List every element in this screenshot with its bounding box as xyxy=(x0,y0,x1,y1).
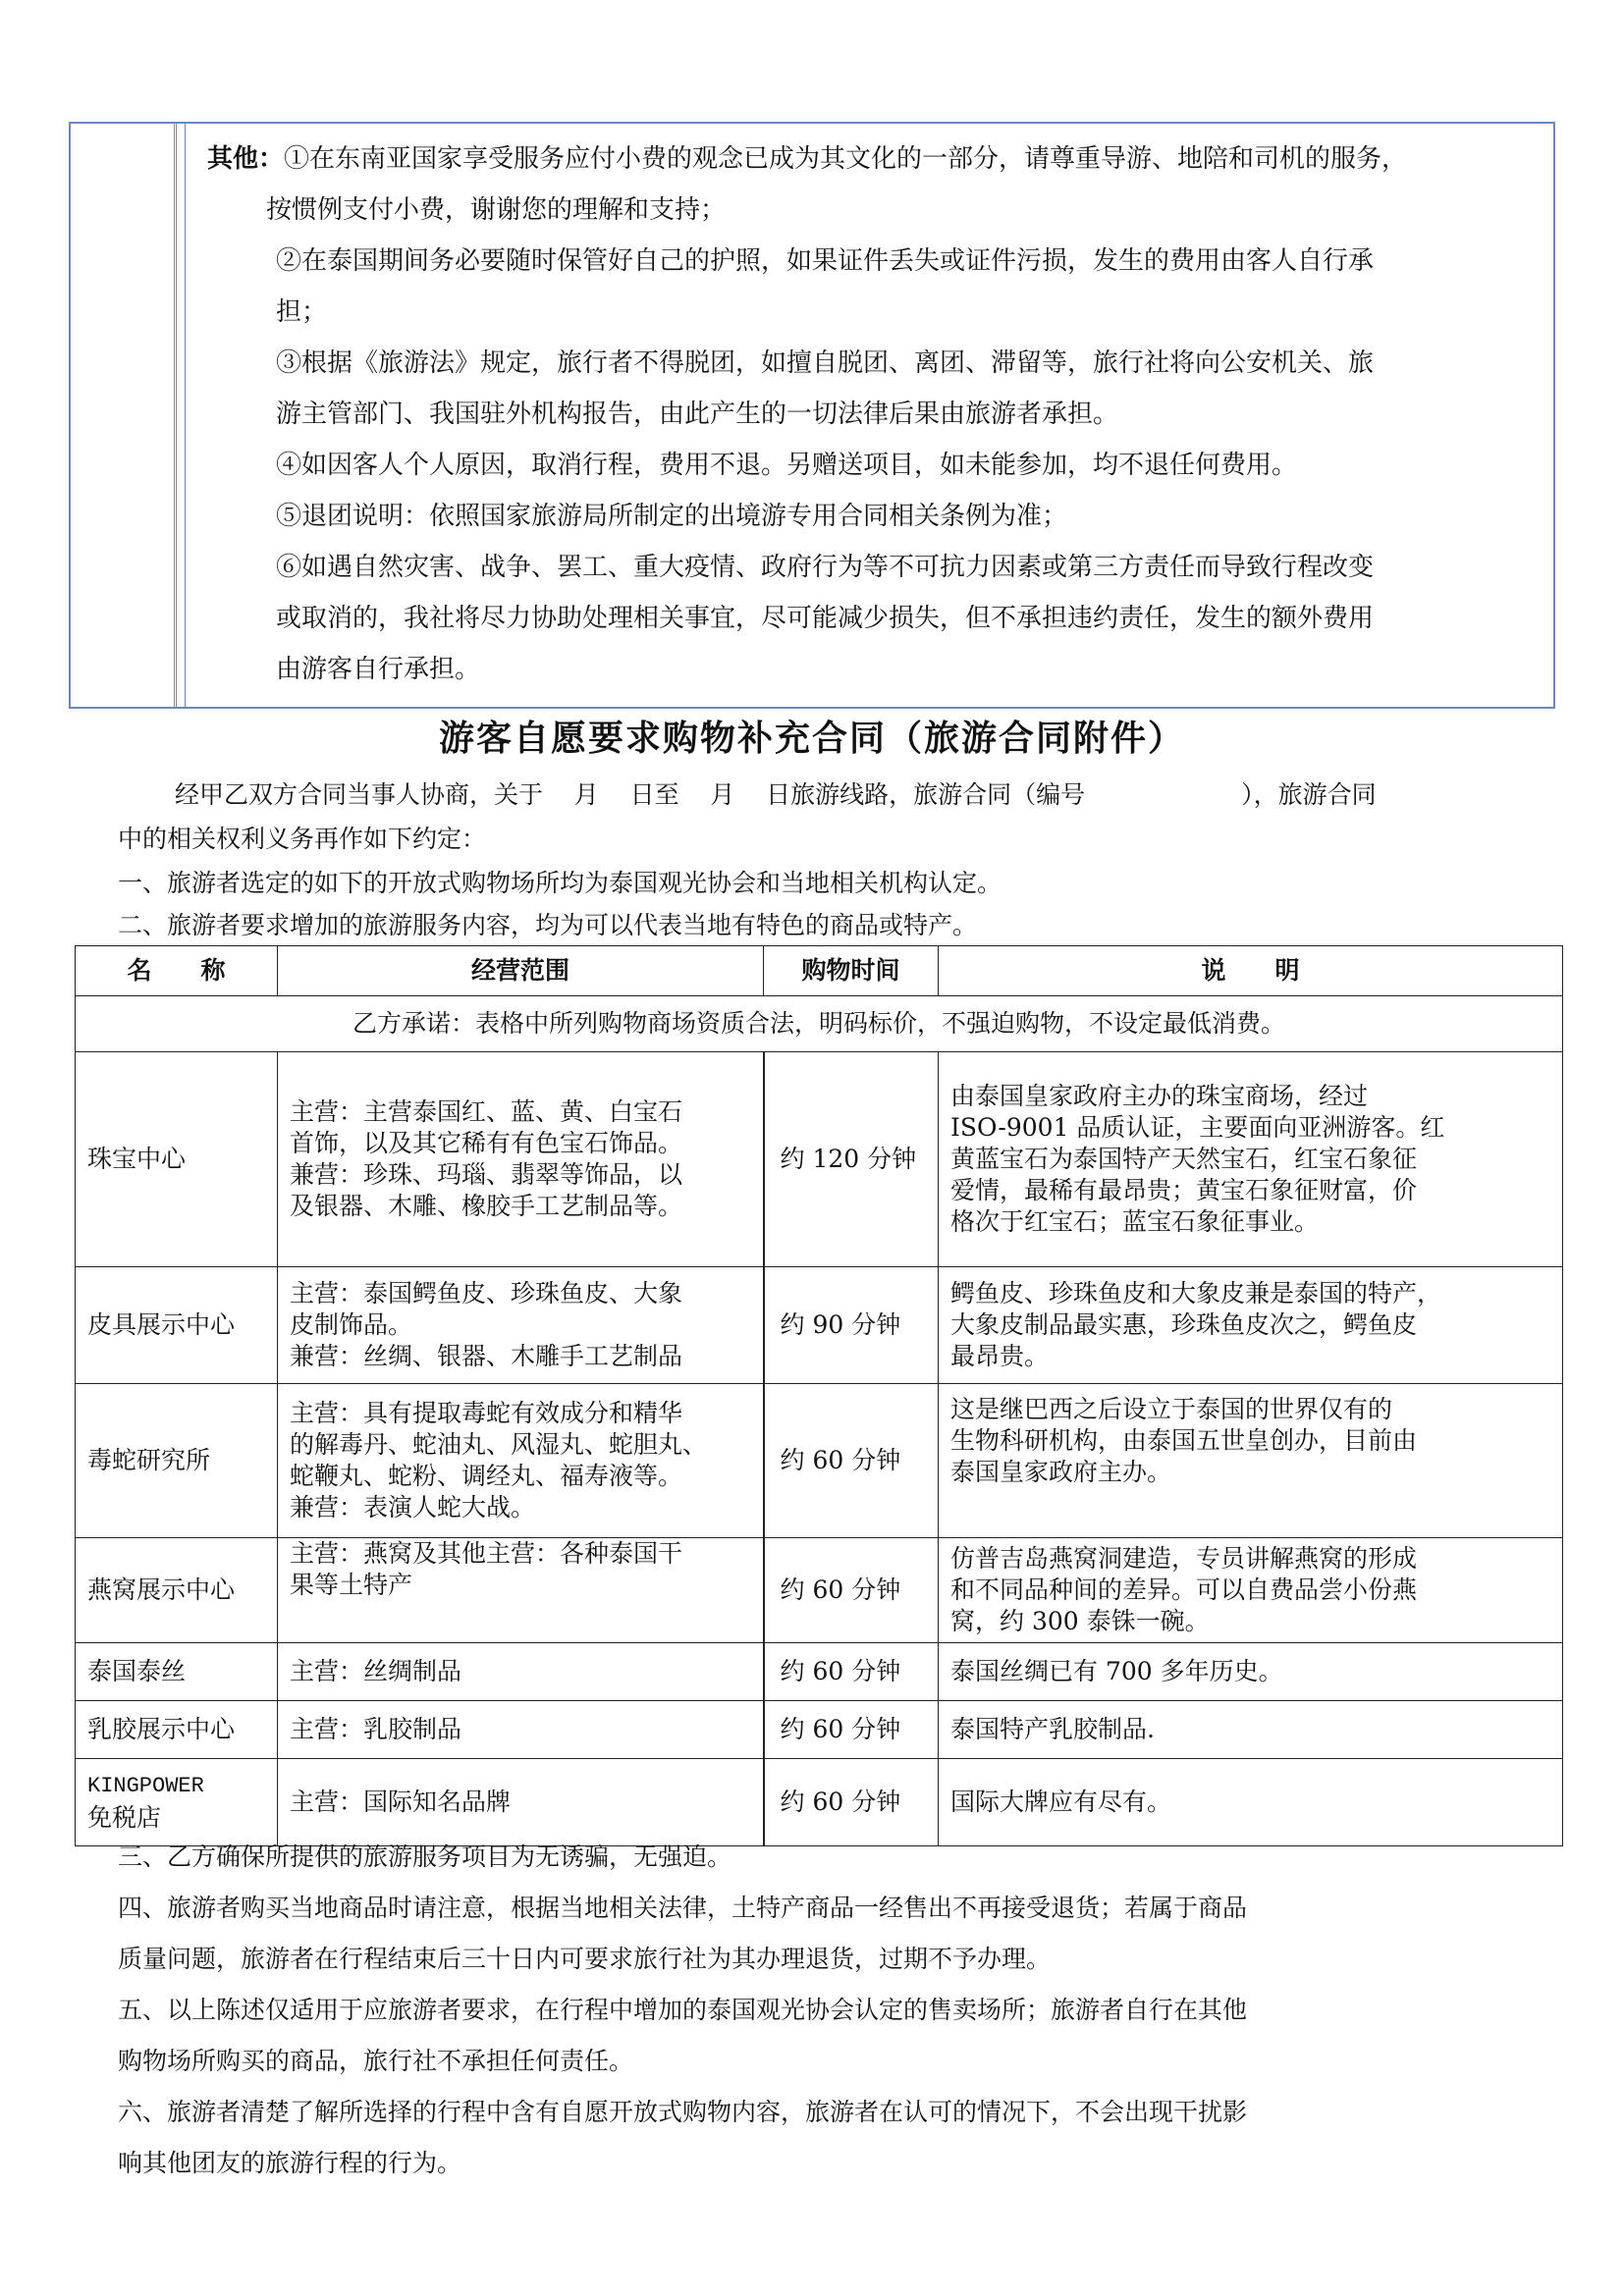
shop-scope: 主营：泰国鳄鱼皮、珍珠鱼皮、大象 皮制饰品。 兼营：丝绸、银器、木雕手工艺制品 xyxy=(278,1267,764,1384)
shop-note: 这是继巴西之后设立于泰国的世界仅有的 生物科研机构，由泰国五世皇创办，目前由 泰国皇家政府主办。 xyxy=(939,1384,1563,1538)
clause-6-cont: 响其他团友的旅游行程的行为。 xyxy=(118,2149,462,2177)
shop-note: 由泰国皇家政府主办的珠宝商场，经过 ISO-9001 品质认证，主要面向亚洲游客。红 黄蓝宝石为泰国特产天然宝石，红宝石象征 爱情，最稀有最昂贵；黄宝石象征财富，价 格次于红宝石；蓝宝石象征事业。 xyxy=(939,1052,1563,1267)
other-line: 其他：①在东南亚国家享受服务应付小费的观念已成为其文化的一部分，请尊重导游、地陪和司机的服务， xyxy=(207,144,1408,174)
pledge-text: 乙方承诺：表格中所列购物商场资质合法，明码标价，不强迫购物，不设定最低消费。 xyxy=(76,996,1563,1052)
table-row xyxy=(76,1267,1563,1384)
other-line: 按惯例支付小费，谢谢您的理解和支持； xyxy=(266,195,727,225)
shop-time: 约 60 分钟 xyxy=(764,1384,939,1538)
shop-scope: 主营：主营泰国红、蓝、黄、白宝石 首饰，以及其它稀有有色宝石饰品。 兼营：珍珠、玛瑙、翡翠等饰品，以 及银器、木雕、橡胶手工艺制品等。 xyxy=(278,1052,764,1267)
shop-time: 约 90 分钟 xyxy=(764,1267,939,1384)
shop-time: 约 60 分钟 xyxy=(764,1701,939,1759)
shop-name: 乳胶展示中心 xyxy=(76,1701,278,1759)
other-line: ⑥如遇自然灾害、战争、罢工、重大疫情、政府行为等不可抗力因素或第三方责任而导致行程改变 xyxy=(276,553,1375,582)
other-line: 担； xyxy=(276,297,328,327)
intro-line: 中的相关权利义务再作如下约定： xyxy=(118,825,487,853)
clause-4: 四、旅游者购买当地商品时请注意，根据当地相关法律，土特产商品一经售出不再接受退货；若属于商品 xyxy=(118,1894,1248,1922)
shop-scope: 主营：具有提取毒蛇有效成分和精华 的解毒丹、蛇油丸、风湿丸、蛇胆丸、 蛇鞭丸、蛇粉、调经丸、福寿液等。 兼营：表演人蛇大战。 xyxy=(278,1384,764,1538)
header-time: 购物时间 xyxy=(764,946,939,996)
shop-time: 约 60 分钟 xyxy=(764,1759,939,1846)
header-note: 说 明 xyxy=(939,946,1563,996)
table-row xyxy=(76,1701,1563,1759)
clause-1: 一、旅游者选定的如下的开放式购物场所均为泰国观光协会和当地相关机构认定。 xyxy=(118,869,1002,897)
table-row xyxy=(76,1384,1563,1538)
shop-name: KINGPOWER 免税店 xyxy=(76,1759,278,1846)
shop-time: 约 60 分钟 xyxy=(764,1538,939,1643)
shop-scope: 主营：乳胶制品 xyxy=(278,1701,764,1759)
other-line: ⑤退团说明：依照国家旅游局所制定的出境游专用合同相关条例为准； xyxy=(276,502,1068,531)
page-title: 游客自愿要求购物补充合同（旅游合同附件） xyxy=(438,719,1185,759)
table-header-row xyxy=(76,946,1563,996)
shop-scope: 主营：丝绸制品 xyxy=(278,1643,764,1701)
clause-4-cont: 质量问题，旅游者在行程结束后三十日内可要求旅行社为其办理退货，过期不予办理。 xyxy=(118,1945,1052,1973)
other-line: ④如因客人个人原因，取消行程，费用不退。另赠送项目，如未能参加，均不退任何费用。 xyxy=(276,451,1298,480)
shopping-table xyxy=(75,945,1563,1846)
other-line: 或取消的，我社将尽力协助处理相关事宜，尽可能减少损失，但不承担违约责任，发生的额外费用 xyxy=(276,604,1375,633)
shop-name: 泰国泰丝 xyxy=(76,1643,278,1701)
shop-note: 泰国丝绸已有 700 多年历史。 xyxy=(939,1643,1563,1701)
clause-5: 五、以上陈述仅适用于应旅游者要求，在行程中增加的泰国观光协会认定的售卖场所；旅游者自行在其他 xyxy=(118,1996,1248,2024)
shop-name: 皮具展示中心 xyxy=(76,1267,278,1384)
clause-3: 三、乙方确保所提供的旅游服务项目为无诱骗，无强迫。 xyxy=(118,1842,732,1871)
shop-name: 毒蛇研究所 xyxy=(76,1384,278,1538)
clause-5-cont: 购物场所购买的商品，旅行社不承担任何责任。 xyxy=(118,2047,634,2075)
other-line: ③根据《旅游法》规定，旅行者不得脱团，如擅自脱团、离团、滞留等，旅行社将向公安机关、旅 xyxy=(276,348,1375,378)
intro-line: 经甲乙双方合同当事人协商，关于 月 日至 月 日旅游线路，旅游合同（编号 ），旅游合同 xyxy=(175,780,1377,809)
header-scope: 经营范围 xyxy=(278,946,764,996)
shop-name: 珠宝中心 xyxy=(76,1052,278,1267)
other-notes-box xyxy=(69,122,1555,709)
shop-scope: 主营：国际知名品牌 xyxy=(278,1759,764,1846)
shop-note: 泰国特产乳胶制品. xyxy=(939,1701,1563,1759)
clause-6: 六、旅游者清楚了解所选择的行程中含有自愿开放式购物内容，旅游者在认可的情况下，不会出现干扰影 xyxy=(118,2098,1248,2126)
other-line: ②在泰国期间务必要随时保管好自己的护照，如果证件丢失或证件污损，发生的费用由客人自行承 xyxy=(276,246,1375,276)
clause-2: 二、旅游者要求增加的旅游服务内容，均为可以代表当地有特色的商品或特产。 xyxy=(118,911,978,939)
shop-note: 国际大牌应有尽有。 xyxy=(939,1759,1563,1846)
table-row xyxy=(76,1643,1563,1701)
other-label: 其他： xyxy=(207,144,285,174)
shop-note: 鳄鱼皮、珍珠鱼皮和大象皮兼是泰国的特产， 大象皮制品最实惠，珍珠鱼皮次之，鳄鱼皮 最昂贵。 xyxy=(939,1267,1563,1384)
table-row xyxy=(76,1052,1563,1267)
shop-time: 约 120 分钟 xyxy=(764,1052,939,1267)
pledge-row xyxy=(76,996,1563,1052)
box-left-column xyxy=(71,124,177,707)
other-notes-content xyxy=(185,124,1553,707)
table-row xyxy=(76,1538,1563,1643)
shop-name: 燕窝展示中心 xyxy=(76,1538,278,1643)
shop-scope: 主营：燕窝及其他主营：各种泰国干 果等土特产 xyxy=(278,1538,764,1643)
shop-time: 约 60 分钟 xyxy=(764,1643,939,1701)
shop-note: 仿普吉岛燕窝洞建造，专员讲解燕窝的形成 和不同品种间的差异。可以自费品尝小份燕 窝，约 300 泰铢一碗。 xyxy=(939,1538,1563,1643)
other-line: 游主管部门、我国驻外机构报告，由此产生的一切法律后果由旅游者承担。 xyxy=(276,400,1119,429)
header-name: 名 称 xyxy=(76,946,278,996)
other-line: 由游客自行承担。 xyxy=(276,655,481,684)
